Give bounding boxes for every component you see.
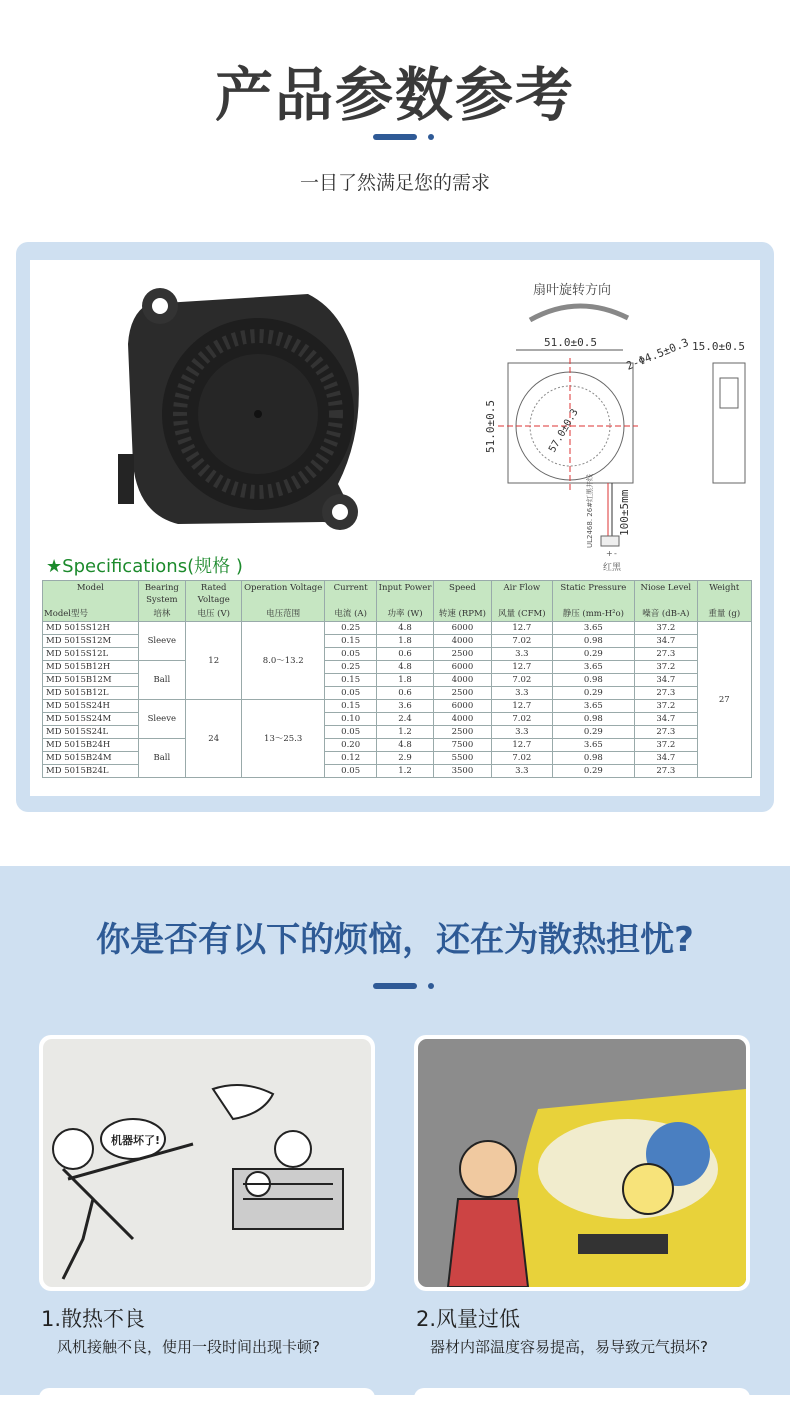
header-pressure: Static Pressure 静压 (mm-H²o) [552,581,635,622]
wire-colors: 红黑 [603,563,622,573]
problem-2-title: 2.风量过低 [416,1307,521,1331]
next-card-2-edge [414,1388,750,1408]
header-weight: Weight 重量 (g) [697,581,751,622]
table-row: MD 5015B24L 0.05 1.2 3500 3.3 0.29 27.3 [43,765,752,778]
page-subtitle: 一目了然满足您的需求 [299,172,490,194]
problem-card-2 [414,1035,750,1291]
rated-voltage-12: 12 [186,622,242,700]
wire-minus: - [614,549,617,558]
cartoon-broken-machine-image [43,1039,371,1287]
rated-voltage-24: 24 [186,700,242,778]
bearing-ball-24: Ball [138,739,185,778]
weight-cell: 27 [697,622,751,778]
table-header-row [43,581,752,622]
spec-table [42,580,752,778]
dim-hole: 2-Φ4.5±0.3 [624,335,691,373]
speech-bubble-text: 机器坏了! [111,1134,161,1147]
header-rated-voltage: Rated Voltage 电压 (V) [186,581,242,622]
dim-inner: 57.0±0.3 [547,407,581,455]
table-row: MD 5015S12L 0.05 0.6 2500 3.3 0.29 27.3 [43,648,752,661]
operation-voltage-12: 8.0～13.2 [242,622,325,700]
problem-2-desc: 器材内部温度容易提高，易导致元气损坏? [430,1338,708,1356]
table-row: MD 5015B12M 0.15 1.8 4000 7.02 0.98 34.7 [43,674,752,687]
spec-card [16,242,774,812]
table-row: MD 5015B24M 0.12 2.9 5500 7.02 0.98 34.7 [43,752,752,765]
header-current: Current 电流 (A) [324,581,376,622]
table-row: MD 5015S24M 0.10 2.4 4000 7.02 0.98 34.7 [43,713,752,726]
operation-voltage-24: 13～25.3 [242,700,325,778]
header-speed: Speed 转速 (RPM) [433,581,491,622]
spec-heading: ★Specifications(规格 ) [46,556,243,577]
cartoon-overheating-car-image [418,1039,746,1287]
header-operation-voltage: Operation Voltage 电压范围 [242,581,325,622]
bearing-sleeve-24: Sleeve [138,700,185,739]
problem-1-title: 1.散热不良 [41,1307,146,1331]
dim-height: 51.0±0.5 [484,400,497,453]
table-row: MD 5015S12M 0.15 1.8 4000 7.02 0.98 34.7 [43,635,752,648]
header-airflow: Air Flow 风量 (CFM) [492,581,552,622]
problem-1-desc: 风机接触不良，使用一段时间出现卡顿? [57,1338,320,1356]
dimension-drawing [458,278,758,558]
table-row: MD 5015B12H Ball 0.25 4.8 6000 12.7 3.65 37.2 [43,661,752,674]
dim-depth: 15.0±0.5 [692,340,745,353]
wire-spec: UL2468. 26#红黑并线 [586,473,594,548]
table-row: MD 5015S24H Sleeve 24 13～25.3 0.15 3.6 6000 12.7 3.65 37.2 [43,700,752,713]
problem-card-1 [39,1035,375,1291]
dim-wire: 100±5mm [618,489,631,536]
page-title: 产品参数参考 [214,61,575,129]
header-model: Model Model型号 [43,581,139,622]
next-card-1-edge [39,1388,375,1408]
rotation-label: 扇叶旋转方向 [533,283,612,298]
wire-plus: + [606,549,613,558]
fan-product-image [108,284,378,534]
header-bearing: Bearing System 培林 [138,581,185,622]
table-row: MD 5015B24H Ball 0.20 4.8 7500 12.7 3.65 37.2 [43,739,752,752]
spec-panel [30,260,760,796]
dim-width: 51.0±0.5 [544,336,597,349]
bearing-ball-12: Ball [138,661,185,700]
table-row: MD 5015S24L 0.05 1.2 2500 3.3 0.29 27.3 [43,726,752,739]
bearing-sleeve-12: Sleeve [138,622,185,661]
table-row: MD 5015S12H Sleeve 12 8.0～13.2 0.25 4.8 6000 12.7 3.65 37.2 27 [43,622,752,635]
header-power: Input Power 功率 (W) [377,581,433,622]
header-noise: Niose Level 噪音 (dB-A) [635,581,697,622]
problem-title: 你是否有以下的烦恼，还在为散热担忧? [96,920,694,960]
table-row: MD 5015B12L 0.05 0.6 2500 3.3 0.29 27.3 [43,687,752,700]
